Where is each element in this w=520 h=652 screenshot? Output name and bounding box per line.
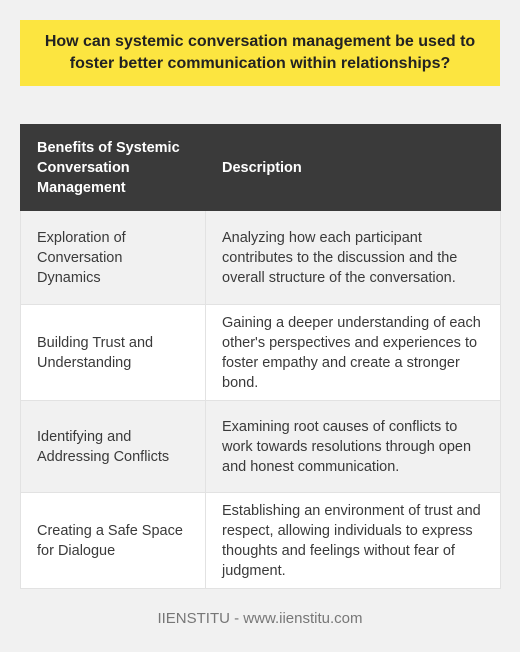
table-row <box>21 401 501 493</box>
page-title: How can systemic conversation management be used to foster better communication within relationships? <box>44 33 476 72</box>
footer-credit: IIENSTITU - www.iienstitu.com <box>157 610 363 627</box>
benefits-table <box>20 124 501 589</box>
benefit-cell: Creating a Safe Space for Dialogue <box>21 493 206 589</box>
description-cell: Analyzing how each participant contributes to the discussion and the overall structure of the conversation. <box>206 211 501 305</box>
description-cell: Gaining a deeper understanding of each other's perspectives and experiences to foster empathy and create a stronger bond. <box>206 305 501 401</box>
table-row <box>21 211 501 305</box>
benefit-cell: Exploration of Conversation Dynamics <box>21 211 206 305</box>
title-banner <box>20 20 500 86</box>
benefit-cell: Identifying and Addressing Conflicts <box>21 401 206 493</box>
description-cell: Establishing an environment of trust and respect, allowing individuals to express thoughts and feelings without fear of judgment. <box>206 493 501 589</box>
column-header-description: Description <box>206 125 501 211</box>
table-row <box>21 305 501 401</box>
table-header-row <box>21 125 501 211</box>
column-header-benefits: Benefits of Systemic Conversation Management <box>21 125 206 211</box>
benefit-cell: Building Trust and Understanding <box>21 305 206 401</box>
description-cell: Examining root causes of conflicts to work towards resolutions through open and honest communication. <box>206 401 501 493</box>
table-row <box>21 493 501 589</box>
